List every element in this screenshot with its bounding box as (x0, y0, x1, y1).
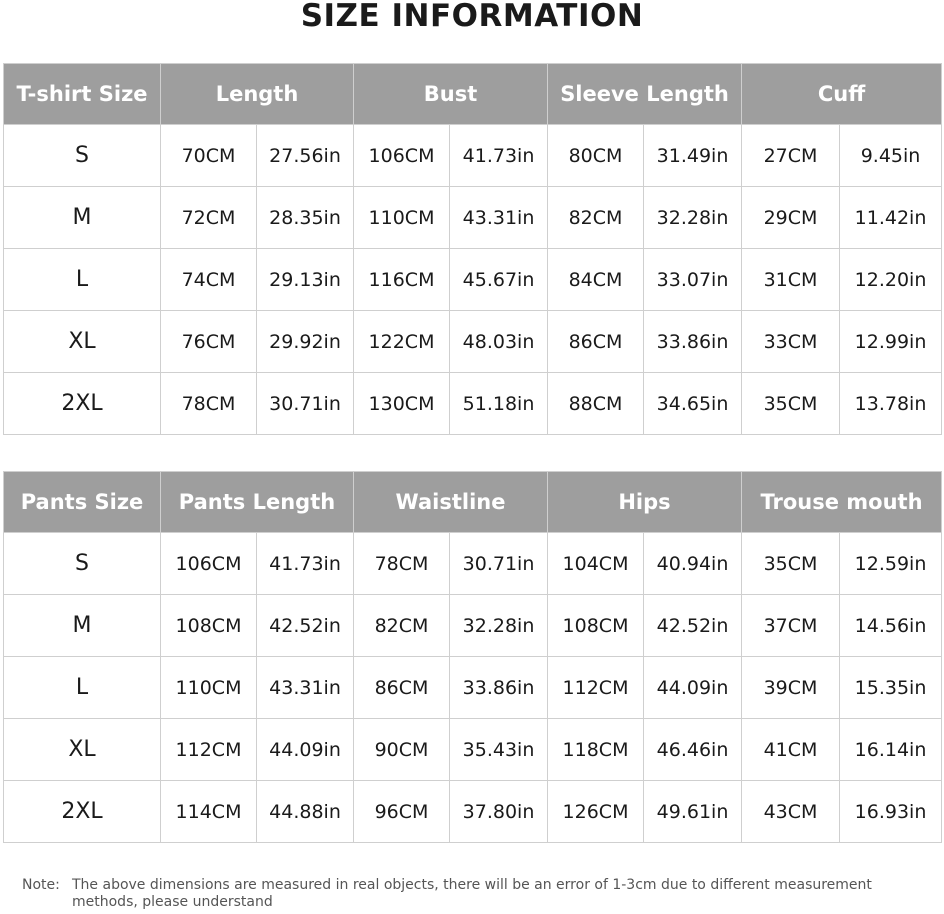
value-cm-cell: 84CM (548, 249, 644, 311)
value-in-cell: 34.65in (644, 373, 742, 435)
value-in-cell: 44.88in (257, 781, 354, 843)
value-in-cell: 32.28in (644, 187, 742, 249)
value-in-cell: 43.31in (257, 657, 354, 719)
value-cm-cell: 70CM (161, 125, 257, 187)
value-in-cell: 30.71in (450, 533, 548, 595)
value-in-cell: 44.09in (644, 657, 742, 719)
value-cm-cell: 33CM (742, 311, 840, 373)
value-in-cell: 32.28in (450, 595, 548, 657)
value-in-cell: 29.92in (257, 311, 354, 373)
value-cm-cell: 86CM (548, 311, 644, 373)
size-cell: XL (4, 311, 161, 373)
value-cm-cell: 106CM (161, 533, 257, 595)
value-in-cell: 9.45in (840, 125, 942, 187)
header-trouse-mouth: Trouse mouth (742, 472, 942, 533)
value-in-cell: 43.31in (450, 187, 548, 249)
table-row (4, 249, 942, 311)
value-cm-cell: 72CM (161, 187, 257, 249)
table-row (4, 187, 942, 249)
header-waistline: Waistline (354, 472, 548, 533)
value-in-cell: 35.43in (450, 719, 548, 781)
value-in-cell: 48.03in (450, 311, 548, 373)
table-row (4, 595, 942, 657)
table-row (4, 373, 942, 435)
tshirt-size-table (3, 63, 942, 435)
value-cm-cell: 82CM (548, 187, 644, 249)
value-in-cell: 45.67in (450, 249, 548, 311)
header-length: Length (161, 64, 354, 125)
value-cm-cell: 82CM (354, 595, 450, 657)
table-row (4, 125, 942, 187)
header-bust: Bust (354, 64, 548, 125)
table-row (4, 311, 942, 373)
value-cm-cell: 86CM (354, 657, 450, 719)
value-in-cell: 15.35in (840, 657, 942, 719)
page-title: SIZE INFORMATION (300, 0, 644, 34)
value-cm-cell: 74CM (161, 249, 257, 311)
value-in-cell: 12.20in (840, 249, 942, 311)
value-cm-cell: 110CM (354, 187, 450, 249)
value-in-cell: 51.18in (450, 373, 548, 435)
value-in-cell: 13.78in (840, 373, 942, 435)
value-in-cell: 30.71in (257, 373, 354, 435)
value-in-cell: 12.99in (840, 311, 942, 373)
value-in-cell: 16.93in (840, 781, 942, 843)
value-cm-cell: 108CM (161, 595, 257, 657)
header-hips: Hips (548, 472, 742, 533)
size-cell: M (4, 595, 161, 657)
pants-size-table (3, 471, 942, 843)
value-cm-cell: 118CM (548, 719, 644, 781)
value-cm-cell: 110CM (161, 657, 257, 719)
value-cm-cell: 43CM (742, 781, 840, 843)
value-in-cell: 33.86in (450, 657, 548, 719)
value-cm-cell: 90CM (354, 719, 450, 781)
value-cm-cell: 31CM (742, 249, 840, 311)
value-cm-cell: 76CM (161, 311, 257, 373)
value-cm-cell: 106CM (354, 125, 450, 187)
value-in-cell: 40.94in (644, 533, 742, 595)
value-in-cell: 16.14in (840, 719, 942, 781)
table-row (4, 781, 942, 843)
value-in-cell: 33.07in (644, 249, 742, 311)
note-label: Note: (22, 877, 60, 893)
table-row (4, 533, 942, 595)
value-in-cell: 31.49in (644, 125, 742, 187)
value-in-cell: 37.80in (450, 781, 548, 843)
value-in-cell: 49.61in (644, 781, 742, 843)
table-header-row (4, 472, 942, 533)
size-cell: L (4, 249, 161, 311)
value-in-cell: 29.13in (257, 249, 354, 311)
value-in-cell: 14.56in (840, 595, 942, 657)
value-cm-cell: 88CM (548, 373, 644, 435)
value-cm-cell: 96CM (354, 781, 450, 843)
table-header-row (4, 64, 942, 125)
value-cm-cell: 39CM (742, 657, 840, 719)
value-in-cell: 12.59in (840, 533, 942, 595)
size-cell: 2XL (4, 781, 161, 843)
size-cell: M (4, 187, 161, 249)
measurement-note (22, 877, 932, 911)
size-cell: S (4, 125, 161, 187)
value-in-cell: 11.42in (840, 187, 942, 249)
value-cm-cell: 78CM (161, 373, 257, 435)
value-cm-cell: 126CM (548, 781, 644, 843)
size-cell: 2XL (4, 373, 161, 435)
value-in-cell: 44.09in (257, 719, 354, 781)
table-row (4, 657, 942, 719)
value-in-cell: 41.73in (450, 125, 548, 187)
value-in-cell: 41.73in (257, 533, 354, 595)
note-text: The above dimensions are measured in real objects, there will be an error of 1-3cm due to different measurement methods, please understand (72, 877, 872, 910)
header-pants-length: Pants Length (161, 472, 354, 533)
header-cuff: Cuff (742, 64, 942, 125)
header-size: T-shirt Size (4, 64, 161, 125)
value-cm-cell: 112CM (548, 657, 644, 719)
value-in-cell: 42.52in (644, 595, 742, 657)
value-in-cell: 42.52in (257, 595, 354, 657)
value-in-cell: 27.56in (257, 125, 354, 187)
value-cm-cell: 80CM (548, 125, 644, 187)
value-cm-cell: 78CM (354, 533, 450, 595)
value-in-cell: 46.46in (644, 719, 742, 781)
value-in-cell: 28.35in (257, 187, 354, 249)
value-cm-cell: 104CM (548, 533, 644, 595)
value-cm-cell: 37CM (742, 595, 840, 657)
value-cm-cell: 27CM (742, 125, 840, 187)
value-cm-cell: 112CM (161, 719, 257, 781)
value-cm-cell: 35CM (742, 533, 840, 595)
size-cell: L (4, 657, 161, 719)
value-cm-cell: 35CM (742, 373, 840, 435)
size-cell: XL (4, 719, 161, 781)
value-cm-cell: 116CM (354, 249, 450, 311)
value-cm-cell: 130CM (354, 373, 450, 435)
header-sleeve-length: Sleeve Length (548, 64, 742, 125)
value-in-cell: 33.86in (644, 311, 742, 373)
header-size: Pants Size (4, 472, 161, 533)
value-cm-cell: 108CM (548, 595, 644, 657)
value-cm-cell: 29CM (742, 187, 840, 249)
value-cm-cell: 41CM (742, 719, 840, 781)
table-row (4, 719, 942, 781)
value-cm-cell: 114CM (161, 781, 257, 843)
value-cm-cell: 122CM (354, 311, 450, 373)
size-cell: S (4, 533, 161, 595)
